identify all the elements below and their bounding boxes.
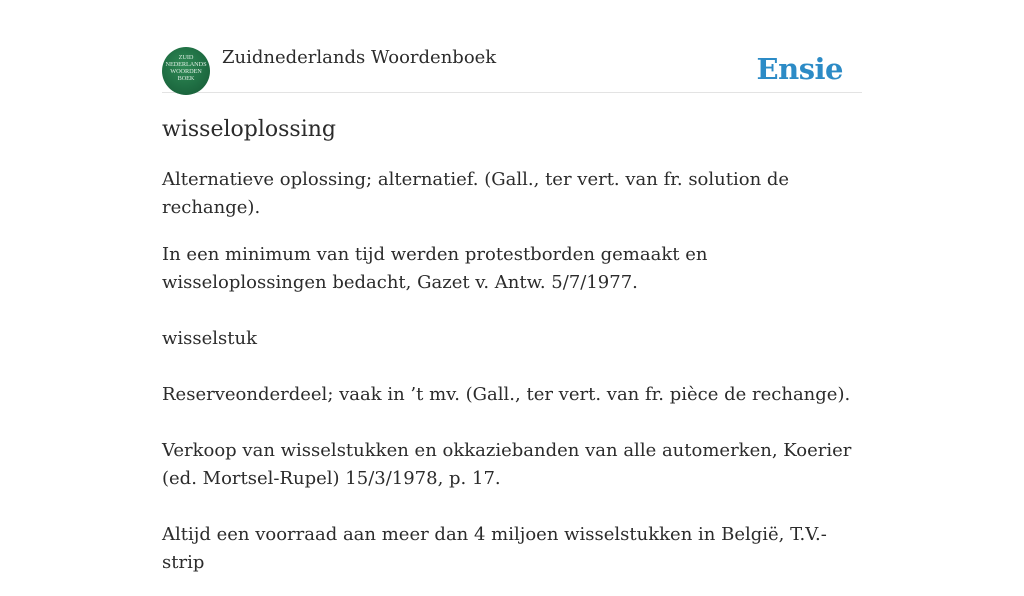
logo-line: BOEK [177, 75, 195, 82]
logo-line: WOORDEN [170, 68, 202, 75]
logo-text [162, 54, 210, 82]
entry-example: In een minimum van tijd werden protestborden gemaakt en wisseloplossingen bedacht, Gazet v. Antw. 5/7/1977. [162, 244, 708, 293]
sub-entry-example: Altijd een voorraad aan meer dan 4 miljoen wisselstukken in België, T.V.-strip [162, 524, 827, 573]
logo-line: NEDERLANDS [165, 61, 207, 68]
site-header [162, 46, 862, 93]
entry-definition: Alternatieve oplossing; alternatief. (Gall., ter vert. van fr. solution de rechange). [162, 169, 790, 218]
entry-content [162, 114, 862, 596]
entry-headword: wisseloplossing [162, 117, 336, 142]
dictionary-title-link[interactable]: Zuidnederlands Woordenboek [222, 47, 497, 68]
sub-entry-headword: wisselstuk [162, 328, 258, 349]
logo-line: ZUID [178, 54, 194, 61]
sub-entry-example: Verkoop van wisselstukken en okkaziebanden van alle automerken, Koerier (ed. Mortsel-Rupel) 15/3/1978, p. 17. [162, 440, 852, 489]
sub-entry-definition: Reserveonderdeel; vaak in ’t mv. (Gall., ter vert. van fr. pièce de rechange). [162, 384, 851, 405]
dictionary-logo[interactable] [162, 47, 210, 95]
ensie-brand-logo[interactable]: Ensie [756, 52, 843, 86]
